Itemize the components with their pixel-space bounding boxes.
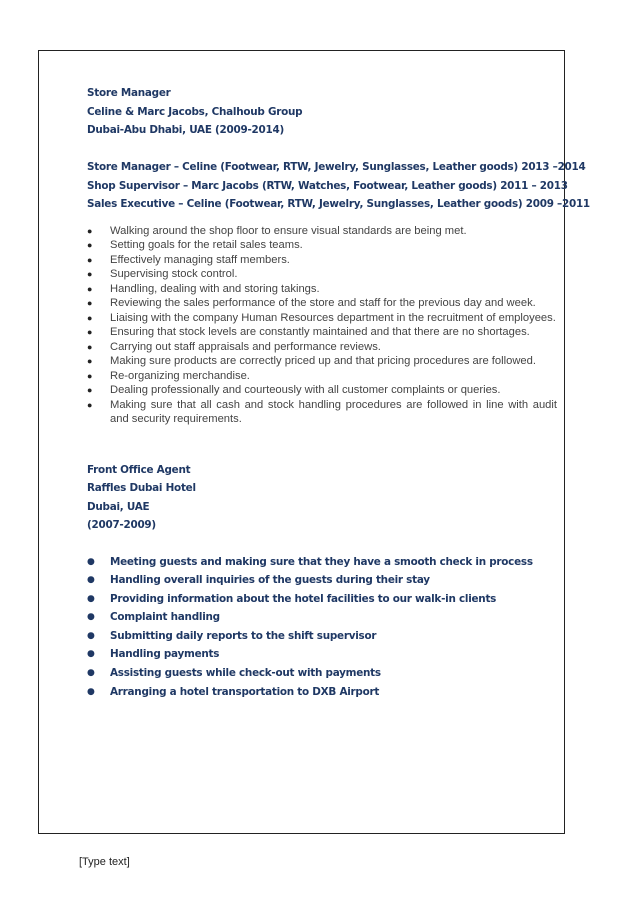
list-item: ● Setting goals for the retail sales teams. (87, 239, 303, 251)
bullet-icon: ● (87, 649, 95, 660)
spacer (87, 140, 557, 159)
bullet-icon: ● (87, 668, 95, 679)
job2-company: Raffles Dubai Hotel (87, 482, 196, 494)
job2-location: Dubai, UAE (87, 500, 150, 513)
list-item: ● Providing information about the hotel facilities to our walk-in clients (87, 590, 557, 609)
list-item: ● Meeting guests and making sure that they have a smooth check in process (87, 553, 557, 572)
job2-duties-list (87, 553, 557, 702)
list-item: ● Assisting guests while check-out with payments (87, 664, 557, 683)
list-item: ● Complaint handling (87, 608, 557, 627)
spacer (87, 535, 557, 553)
job1-role: Shop Supervisor – Marc Jacobs (RTW, Watches, Footwear, Leather goods) 2011 – 2013 (87, 179, 568, 192)
list-item: ● Supervising stock control. (87, 268, 238, 280)
bullet-icon: ● (87, 254, 93, 265)
bullet-icon: ● (87, 370, 93, 381)
job1-role: Sales Executive – Celine (Footwear, RTW, Jewelry, Sunglasses, Leather goods) 2009 –2011 (87, 198, 590, 210)
list-item: ● Walking around the shop floor to ensure visual standards are being met. (87, 224, 467, 237)
job1-company: Celine & Marc Jacobs, Chalhoub Group (87, 105, 303, 118)
job2-title: Front Office Agent (87, 463, 191, 476)
bullet-icon: ● (87, 341, 93, 352)
job1-title: Store Manager (87, 87, 171, 99)
list-item: ● Ensuring that stock levels are constantly maintained and that there are no shortages. (87, 326, 530, 338)
list-item: ● Making sure products are correctly priced up and that pricing procedures are followed. (87, 355, 536, 367)
bullet-icon: ● (87, 556, 95, 567)
bullet-icon: ● (87, 356, 93, 366)
job2-dates: (2007-2009) (87, 519, 156, 531)
list-item: ● Handling payments (87, 645, 557, 664)
list-item: ● Carrying out staff appraisals and performance reviews. (87, 340, 381, 353)
list-item: ● Liaising with the company Human Resources department in the recruitment of employees. (87, 311, 556, 324)
list-item: ● Effectively managing staff members. (87, 253, 290, 266)
bullet-icon: ● (87, 240, 93, 250)
list-item: ● Re-organizing merchandise. (87, 369, 250, 382)
job1-location: Dubai-Abu Dhabi, UAE (2009-2014) (87, 124, 284, 136)
list-item: ● Reviewing the sales performance of the store and staff for the previous day and week. (87, 297, 536, 309)
bullet-icon: ● (87, 612, 95, 623)
list-item: ● Handling, dealing with and storing takings. (87, 282, 320, 295)
job1-duties-list (87, 224, 557, 427)
bullet-icon: ● (87, 593, 95, 604)
bullet-icon: ● (87, 225, 93, 236)
bullet-icon: ● (87, 269, 93, 279)
bullet-icon: ● (87, 327, 93, 337)
bullet-icon: ● (87, 630, 95, 641)
bullet-icon: ● (87, 298, 93, 308)
bullet-icon: ● (87, 385, 93, 395)
list-item: ● Dealing professionally and courteously with all customer complaints or queries. (87, 384, 501, 396)
list-item: ● Arranging a hotel transportation to DXB Airport (87, 683, 557, 702)
bullet-icon: ● (87, 686, 95, 697)
list-item: ● Handling overall inquiries of the guests during their stay (87, 571, 557, 590)
bullet-icon: ● (87, 575, 95, 586)
bullet-icon: ● (87, 283, 93, 294)
list-item: ● Making sure that all cash and stock handling procedures are followed in line with audit and security requirements. (87, 398, 557, 425)
resume-content (87, 84, 590, 701)
job1-role: Store Manager – Celine (Footwear, RTW, Jewelry, Sunglasses, Leather goods) 2013 –2014 (87, 161, 586, 173)
bullet-icon: ● (87, 399, 93, 410)
bullet-icon: ● (87, 312, 93, 323)
list-item: ● Submitting daily reports to the shift supervisor (87, 627, 557, 646)
page-footer: [Type text] (79, 856, 130, 868)
spacer (87, 214, 557, 224)
spacer (87, 427, 557, 461)
